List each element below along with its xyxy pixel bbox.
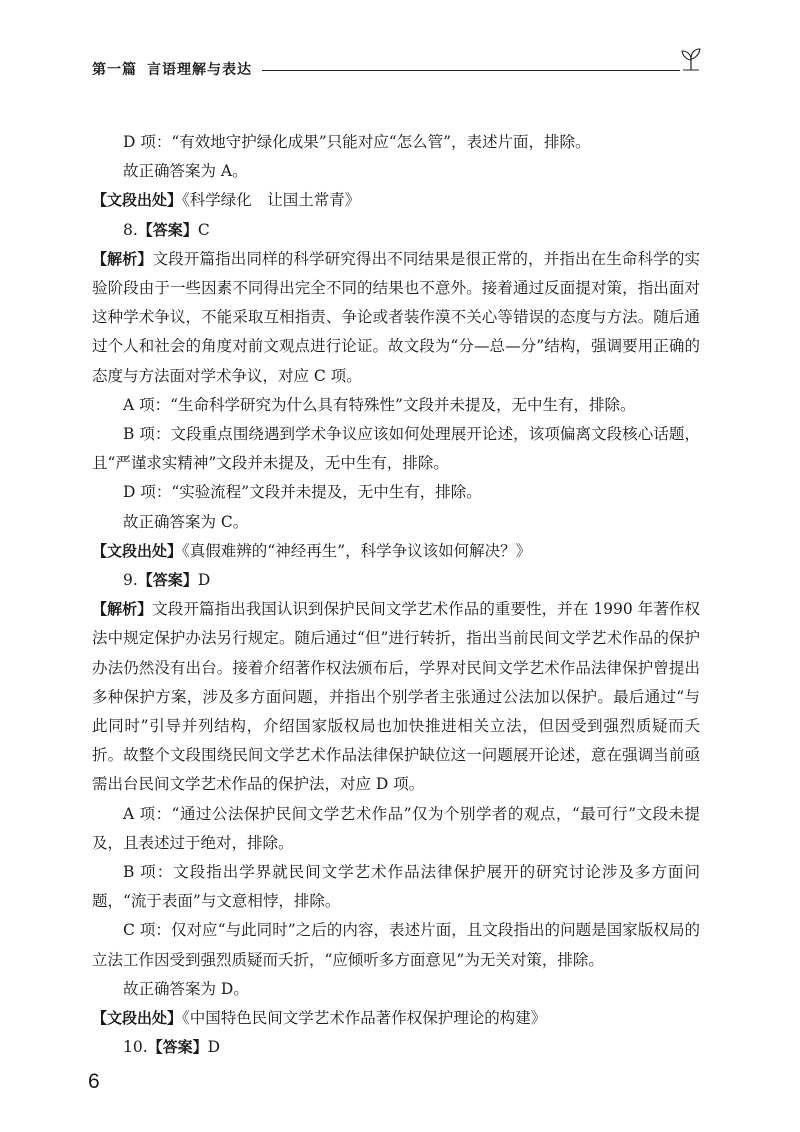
answer-label: 【答案】 [137, 571, 198, 590]
q9-option-c: C 项：仅对应“与此同时”之后的内容，表述片面，且文段指出的问题是国家版权局的立法工作因受到强烈质疑而夭折，“应倾听多方面意见”为无关对策，排除。 [92, 921, 700, 969]
source-label: 【文段出处】 [92, 1009, 183, 1028]
q9-answer [92, 566, 700, 595]
answer-explanations [92, 128, 700, 1063]
source-label: 【文段出处】 [92, 541, 183, 560]
q8-conclusion: 故正确答案为 C。 [123, 512, 249, 531]
source-text: 《真假难辨的“神经再生”，科学争议该如何解决？》 [182, 541, 532, 560]
q8-answer [92, 216, 700, 245]
analysis-label: 【解析】 [92, 600, 153, 619]
answer-label: 【答案】 [147, 1038, 208, 1057]
source-text: 《科学绿化 让国土常青》 [182, 191, 361, 210]
q9-analysis [92, 595, 700, 799]
answer-value: C [197, 220, 210, 239]
q7-source [92, 186, 700, 215]
analysis-text: 文段开篇指出同样的科学研究得出不同结果是很正常的，并指出在生命科学的实验阶段由于一些因素不同得出完全不同的结果也不意外。接着通过反面提对策，指出面对这种学术争议，不能采取互相指责、争论或者装作漠不关心等错误的态度与方法。随后通过个人和社会的角度对前文观点进行论证。故文段为“分—总—分”结构，强调要用正确的态度与方法面对学术争议，对应 C 项。 [92, 249, 700, 385]
answer-value: D [197, 571, 211, 590]
q8-source [92, 537, 700, 566]
question-number: 8. [123, 220, 138, 239]
q7-conclusion: 故正确答案为 A。 [123, 162, 248, 181]
q8-option-b: B 项：文段重点围绕遇到学术争议应该如何处理展开论述，该项偏离文段核心话题，且“严谨求实精神”文段并未提及，无中生有，排除。 [92, 425, 700, 473]
running-header [92, 48, 702, 84]
q9-option-b: B 项：文段指出学界就民间文学艺术作品法律保护展开的研究讨论涉及多方面问题，“流于表面”与文意相悖，排除。 [92, 863, 700, 911]
analysis-label: 【解析】 [92, 249, 153, 268]
question-number: 9. [123, 571, 138, 590]
q8-analysis [92, 245, 700, 391]
analysis-text: 文段开篇指出我国认识到保护民间文学艺术作品的重要性，并在 1990 年著作权法中规定保护办法另行规定。随后通过“但”进行转折，指出当前民间文学艺术作品的保护办法仍然没有出台。接着介绍著作权法颁布后，学界对民间文学艺术作品法律保护曾提出多种保护方案，涉及多方面问题，并指出个别学者主张通过公法加以保护。最后通过“与此同时”引导并列结构，介绍国家版权局也加快推进相关立法，但因受到强烈质疑而夭折。故整个文段围绕民间文学艺术作品法律保护缺位这一问题展开论述，意在强调当前亟需出台民间文学艺术作品的保护法，对应 D 项。 [92, 600, 700, 794]
q8-option-d: D 项：“实验流程”文段并未提及，无中生有，排除。 [123, 483, 482, 502]
answer-value: D [207, 1038, 221, 1057]
header-title [92, 59, 252, 79]
page-number: 6 [88, 1070, 100, 1093]
q9-option-a: A 项：“通过公法保护民间文学艺术作品”仅为个别学者的观点，“最可行”文段未提及，且表述过于绝对，排除。 [92, 804, 700, 852]
source-label: 【文段出处】 [92, 191, 183, 210]
header-rule [262, 70, 680, 71]
q10-answer [92, 1033, 700, 1062]
q9-conclusion: 故正确答案为 D。 [123, 979, 249, 998]
header-chapter: 言语理解与表达 [147, 62, 252, 78]
answer-label: 【答案】 [137, 220, 198, 239]
source-text: 《中国特色民间文学艺术作品著作权保护理论的构建》 [182, 1009, 547, 1028]
sprout-icon [680, 48, 702, 76]
q7-option-d: D 项：“有效地守护绿化成果”只能对应“怎么管”，表述片面，排除。 [123, 133, 591, 151]
question-number: 10. [123, 1038, 148, 1057]
q9-source [92, 1004, 700, 1033]
header-part: 第一篇 [92, 62, 137, 78]
q8-option-a: A 项：“生命科学研究为什么具有特殊性”文段并未提及，无中生有，排除。 [123, 395, 636, 414]
